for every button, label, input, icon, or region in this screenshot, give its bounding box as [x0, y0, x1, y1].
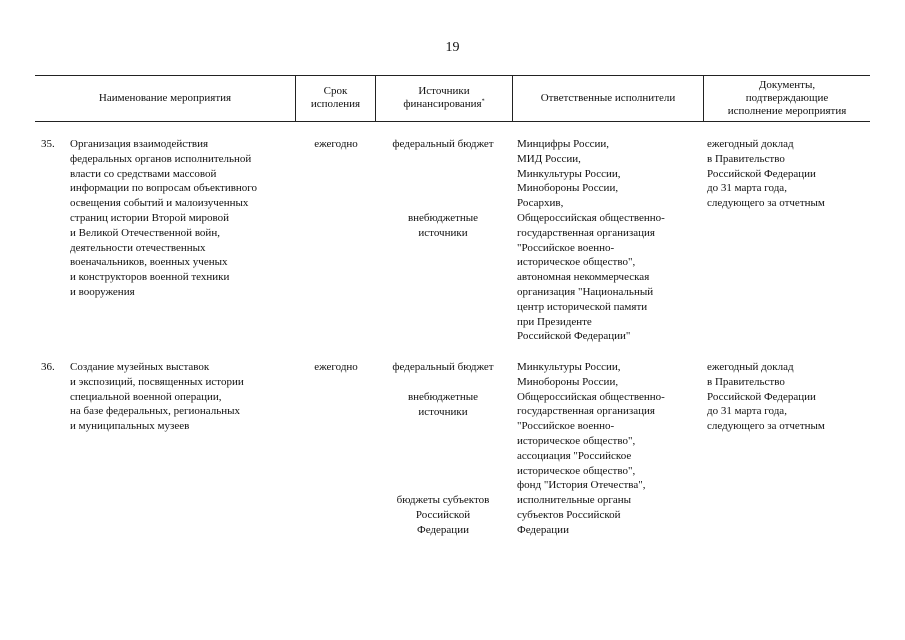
table-header-bottom-rule	[35, 121, 870, 122]
execution-term: ежегодно	[314, 138, 358, 150]
row-number: 36.	[41, 361, 55, 373]
responsible-executors: Минкультуры России, Минобороны России, Общероссийская общественно- государственная организация "Российское военно- историческое общество", ассоциация "Российское историческое общество", фонд "История Отечества", исполнительные органы субъектов Российской Федерации	[517, 361, 665, 536]
funding-source: федеральный бюджет	[392, 138, 494, 150]
funding-source: бюджеты субъектов Российской Федерации	[396, 494, 490, 536]
confirming-documents: ежегодный доклад в Правительство Российской Федерации до 31 марта года, следующего за отчетным	[707, 361, 825, 433]
funding-source: внебюджетные источники	[407, 391, 479, 418]
activity-name: Создание музейных выставок и экспозиций, посвященных истории специальной военной операции, на базе федеральных, региональных и муниципальных музеев	[70, 361, 244, 433]
execution-term: ежегодно	[314, 361, 358, 373]
header-executors: Ответственные исполнители	[540, 91, 676, 104]
funding-source: федеральный бюджет	[392, 361, 494, 373]
funding-source: внебюджетные источники	[407, 212, 479, 239]
funding-sources	[378, 137, 508, 239]
funding-sources	[378, 360, 508, 536]
header-name: Наименование мероприятия	[98, 91, 232, 104]
header-term: Срок исполения	[310, 85, 361, 110]
header-sources: Источники финансирования*	[403, 85, 485, 110]
row-number: 35.	[41, 138, 55, 150]
header-documents: Документы, подтверждающие исполнение мероприятия	[727, 78, 847, 117]
activity-name: Организация взаимодействия федеральных органов исполнительной власти со средствами массовой информации по вопросам объективного освещения событий и малоизученных страниц истории Второй мировой и Великой Отечественной войн, деятельности отечественных военачальников, военных ученых и конструкторов военной техники и вооружения	[70, 138, 258, 298]
footnote-mark: *	[481, 98, 485, 105]
page-number: 19	[445, 40, 460, 55]
responsible-executors: Минцифры России, МИД России, Минкультуры России, Минобороны России, Росархив, Общероссийская общественно- государственная организация "Российское военно- историческое общество", автономная некоммерческая организация "Национальный центр исторической памяти при Президенте Российской Федерации"	[517, 138, 665, 343]
confirming-documents: ежегодный доклад в Правительство Российской Федерации до 31 марта года, следующего за отчетным	[707, 138, 825, 210]
